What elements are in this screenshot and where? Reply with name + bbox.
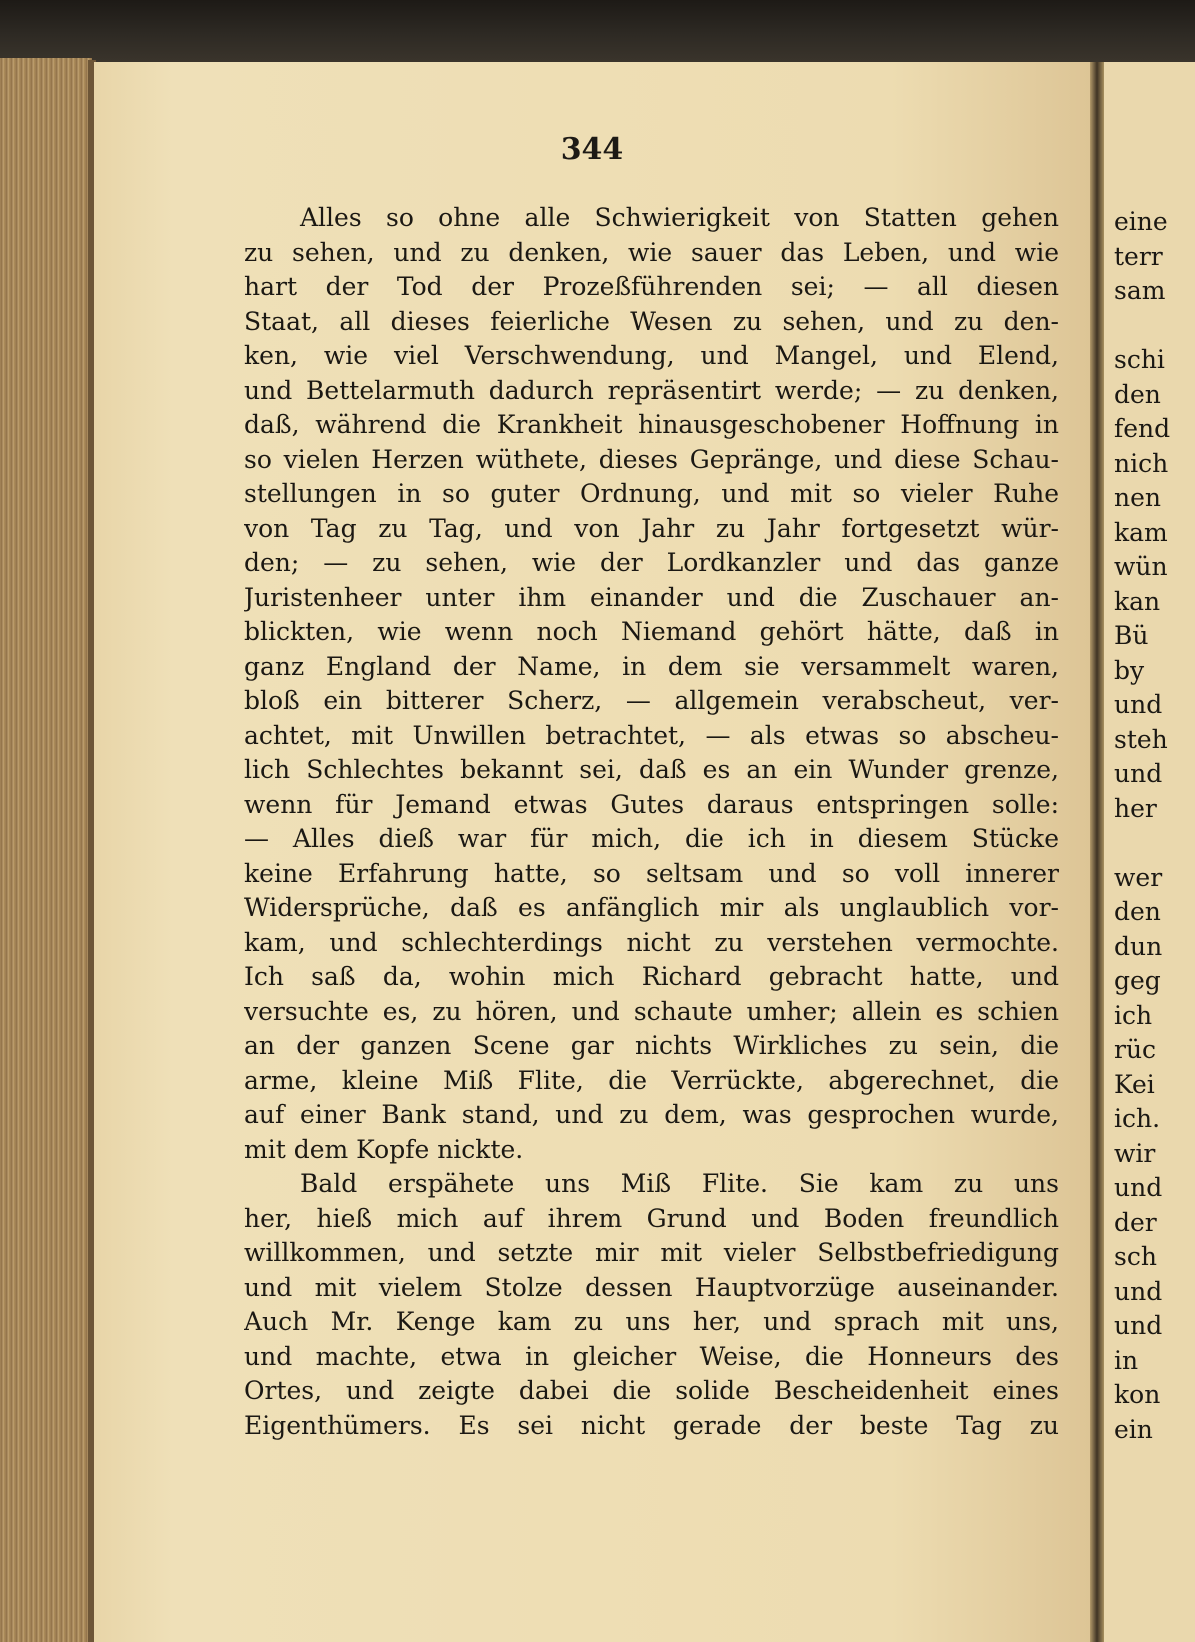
fragment-line: nen xyxy=(1114,483,1161,512)
text-line: Ich saß da, wohin mich Richard gebracht hatte, und xyxy=(244,962,1059,991)
fragment-line: schi xyxy=(1114,345,1165,374)
text-line: keine Erfahrung hatte, so seltsam und so voll innerer xyxy=(244,858,1059,888)
text-line: wenn für Jemand etwas Gutes daraus entspringen solle: xyxy=(244,789,1059,819)
fragment-line: kon xyxy=(1114,1380,1161,1409)
fragment-line: fend xyxy=(1114,414,1171,443)
fragment-line: dun xyxy=(1114,931,1163,961)
fragment-line: kam xyxy=(1114,517,1168,547)
fragment-line xyxy=(1114,309,1170,344)
text-line: Ortes, und zeigte dabei die solide Bescheidenheit eines xyxy=(244,1376,1059,1405)
page-number: 344 xyxy=(560,132,624,167)
left-page xyxy=(94,62,1090,1642)
text-line: kam, und schlechterdings nicht zu verstehen vermochte. xyxy=(244,927,1059,957)
text-line: stellungen in so guter Ordnung, und mit so vieler Ruhe xyxy=(244,479,1059,508)
text-line: Eigenthümers. Es sei nicht gerade der beste Tag zu xyxy=(244,1410,1059,1440)
fragment-line: der xyxy=(1114,1207,1157,1237)
text-line: willkommen, und setzte mir mit vieler Selbstbefriedigung xyxy=(244,1238,1059,1267)
fragment-line: und xyxy=(1114,690,1163,719)
text-line: — Alles dieß war für mich, die ich in diesem Stücke xyxy=(244,824,1059,853)
text-line: Auch Mr. Kenge kam zu uns her, und sprach mit uns, xyxy=(244,1307,1059,1336)
fragment-line: und xyxy=(1114,1173,1163,1202)
fragment-line: rüc xyxy=(1114,1035,1157,1064)
fragment-line: eine xyxy=(1114,207,1168,236)
fragment-line: steh xyxy=(1114,724,1168,754)
text-line: Bald erspähete uns Miß Flite. Sie kam zu uns xyxy=(300,1169,1059,1198)
text-line: von Tag zu Tag, und von Jahr zu Jahr fortgesetzt wür- xyxy=(244,513,1059,543)
fragment-line: ich. xyxy=(1114,1104,1161,1133)
text-line: arme, kleine Miß Flite, die Verrückte, abgerechnet, die xyxy=(244,1065,1059,1095)
right-page-text xyxy=(1114,205,1170,1447)
text-line: den; — zu sehen, wie der Lordkanzler und das ganze xyxy=(244,548,1059,577)
fragment-line: Bü xyxy=(1114,621,1149,650)
text-line: daß, während die Krankheit hinausgeschobener Hoffnung in xyxy=(244,410,1059,439)
fragment-line: sam xyxy=(1114,276,1166,305)
text-line: so vielen Herzen wüthete, dieses Gepränge, und diese Schau- xyxy=(244,444,1059,474)
fragment-line: den xyxy=(1114,379,1161,409)
fragment-line: nich xyxy=(1114,448,1169,478)
text-line: ganz England der Name, in dem sie versammelt waren, xyxy=(244,651,1059,681)
fragment-line: wir xyxy=(1114,1138,1156,1168)
text-line: mit dem Kopfe nickte. xyxy=(244,1134,524,1164)
body-text xyxy=(244,201,1059,1443)
fragment-line: und xyxy=(1114,759,1163,788)
page-edges xyxy=(0,58,92,1642)
fragment-line: den xyxy=(1114,897,1161,926)
fragment-line: und xyxy=(1114,1276,1163,1306)
fragment-line: by xyxy=(1114,655,1145,685)
text-line: und machte, etwa in gleicher Weise, die Honneurs des xyxy=(244,1341,1059,1371)
text-line: ken, wie viel Verschwendung, und Mangel, und Elend, xyxy=(244,341,1059,370)
text-line: und Bettelarmuth dadurch repräsentirt werde; — zu denken, xyxy=(244,375,1059,405)
fragment-line: ein xyxy=(1114,1414,1153,1444)
right-page-fragment xyxy=(1104,62,1195,1642)
text-line: hart der Tod der Prozeßführenden sei; — all diesen xyxy=(244,272,1059,301)
text-line: Staat, all dieses feierliche Wesen zu sehen, und zu den- xyxy=(244,306,1059,336)
fragment-line: wer xyxy=(1114,862,1163,892)
fragment-line xyxy=(1114,826,1170,861)
text-line: Juristenheer unter ihm einander und die Zuschauer an- xyxy=(244,582,1059,612)
text-line: Alles so ohne alle Schwierigkeit von Statten gehen xyxy=(300,203,1059,232)
fragment-line: und xyxy=(1114,1311,1163,1340)
fragment-line: Kei xyxy=(1114,1069,1155,1099)
text-line: lich Schlechtes bekannt sei, daß es an ein Wunder grenze, xyxy=(244,755,1059,784)
text-line: zu sehen, und zu denken, wie sauer das Leben, und wie xyxy=(244,237,1059,267)
fragment-line: in xyxy=(1114,1345,1139,1375)
fragment-line: geg xyxy=(1114,966,1161,995)
book-top-edge xyxy=(0,0,1195,64)
text-line: achtet, mit Unwillen betrachtet, — als etwas so abscheu- xyxy=(244,720,1059,750)
fragment-line: her xyxy=(1114,793,1157,823)
text-line: versuchte es, zu hören, und schaute umher; allein es schien xyxy=(244,996,1059,1026)
book-gutter xyxy=(1090,62,1104,1642)
text-line: Widersprüche, daß es anfänglich mir als unglaublich vor- xyxy=(244,893,1059,922)
text-line: blickten, wie wenn noch Niemand gehört hätte, daß in xyxy=(244,617,1059,646)
text-line: und mit vielem Stolze dessen Hauptvorzüge auseinander. xyxy=(244,1272,1059,1302)
fragment-line: sch xyxy=(1114,1242,1157,1271)
fragment-line: wün xyxy=(1114,552,1168,581)
text-line: bloß ein bitterer Scherz, — allgemein verabscheut, ver- xyxy=(244,686,1059,715)
text-line: auf einer Bank stand, und zu dem, was gesprochen wurde, xyxy=(244,1100,1059,1129)
text-line: her, hieß mich auf ihrem Grund und Boden freundlich xyxy=(244,1203,1059,1233)
fragment-line: kan xyxy=(1114,586,1161,616)
text-line: an der ganzen Scene gar nichts Wirkliches zu sein, die xyxy=(244,1031,1059,1060)
fragment-line: ich xyxy=(1114,1000,1153,1030)
fragment-line: terr xyxy=(1114,241,1163,271)
